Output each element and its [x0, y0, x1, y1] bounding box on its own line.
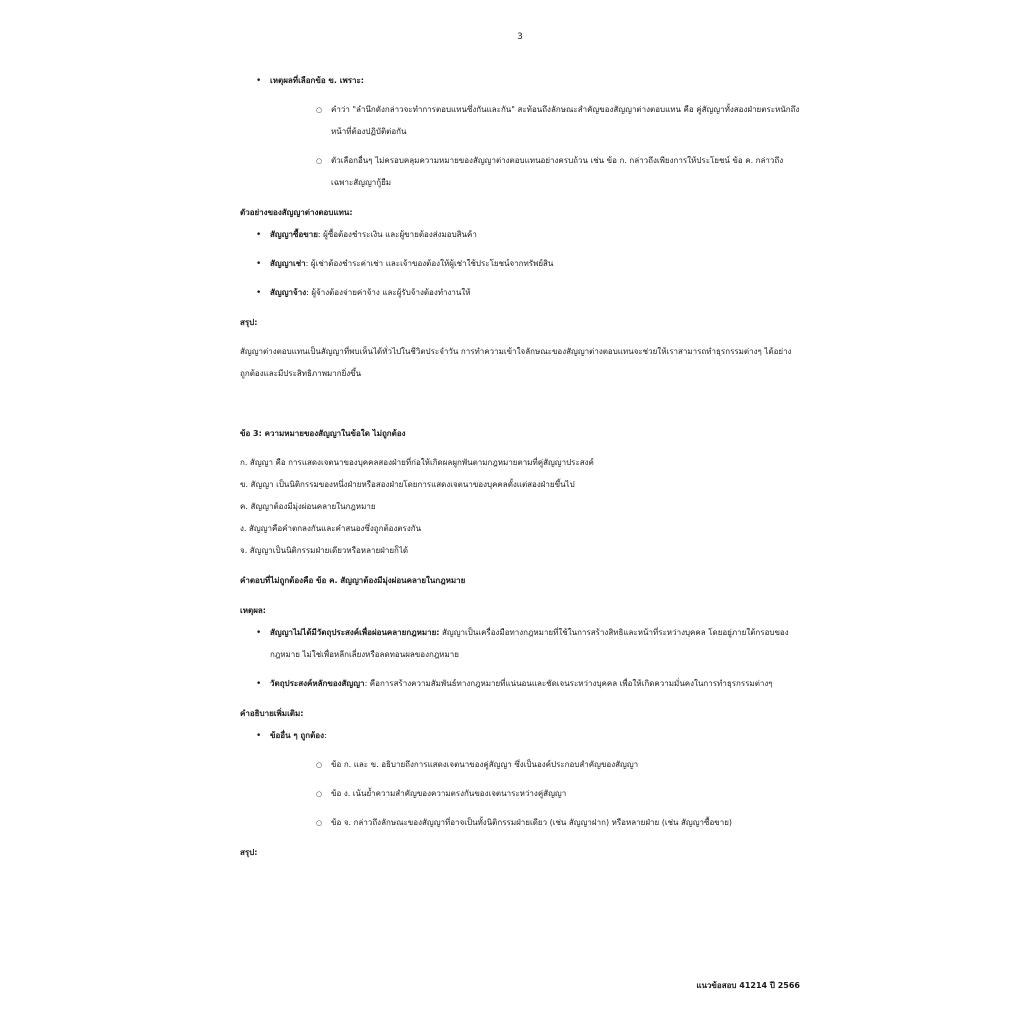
reasons-list	[240, 622, 800, 695]
reason-term: สัญญาไม่ได้มีวัตถุประสงค์เพื่อผ่อนคลายกฎหมาย:	[270, 628, 440, 637]
reason-item	[240, 673, 800, 695]
example-desc: : ผู้จ้างต้องจ่ายค่าจ้าง และผู้รับจ้างต้องทำงานให้	[306, 288, 471, 297]
page-number: 3	[517, 32, 523, 42]
example-item	[240, 253, 800, 275]
example-item	[240, 282, 800, 304]
reason-item	[240, 622, 800, 666]
footer-label	[696, 979, 800, 992]
choice-d: ง. สัญญาคือคำตกลงกันและคำสนองซึ่งถูกต้องตรงกัน	[240, 524, 422, 533]
reason-b-point: ○ ตัวเลือกอื่นๆ ไม่ครอบคลุมความหมายของสัญญาต่างตอบแทนอย่างครบถ้วน เช่น ข้อ ก. กล่าวถึงเพียงการให้ประโยชน์ ข้อ ค. กล่าวถึงเฉพาะสัญญากู้ยืม	[270, 150, 800, 194]
explanation-point: ○ ข้อ ง. เน้นย้ำความสำคัญของความตรงกันของเจตนาระหว่างคู่สัญญา	[270, 783, 800, 805]
choice-b: ข. สัญญา เป็นนิติกรรมของหนึ่งฝ่ายหรือสองฝ่ายโดยการแสดงเจตนาของบุคคลตั้งแต่สองฝ่ายขึ้นไป	[240, 480, 575, 489]
explanation-suffix: :	[324, 731, 327, 740]
question-title: ข้อ 3: ความหมายของสัญญาในข้อใด ไม่ถูกต้อง	[240, 429, 406, 438]
choice-a: ก. สัญญา คือ การแสดงเจตนาของบุคคลสองฝ่ายที่ก่อให้เกิดผลผูกพันตามกฎหมายตามที่คู่สัญญาประสงค์	[240, 458, 594, 467]
explanation-heading: คำอธิบายเพิ่มเติม:	[240, 709, 304, 718]
reason-b-list	[240, 70, 800, 194]
explanation-item	[240, 725, 800, 834]
explanation-term: ข้ออื่น ๆ ถูกต้อง	[270, 731, 325, 740]
reason-desc: สัญญาเป็นเครื่องมือทางกฎหมายที่ใช้ในการสร้างสิทธิและหน้าที่ระหว่างบุคคล โดยอยู่ภายใต้กรอบของกฎหมาย ไม่ใช่เพื่อหลีกเลี่ยงหรือลดทอนผลของกฎหมาย	[270, 628, 789, 659]
explanation-list	[240, 725, 800, 834]
reason-b-item	[240, 70, 800, 194]
example-desc: : ผู้ซื้อต้องชำระเงิน และผู้ขายต้องส่งมอบสินค้า	[317, 230, 477, 239]
reason-b-point: ○ คำว่า "ลำนึกดังกล่าวจะทำการตอบแทนซึ่งกันและกัน" สะท้อนถึงลักษณะสำคัญของสัญญาต่างตอบแทน คือ คู่สัญญาทั้งสองฝ่ายตระหนักถึงหน้าที่ต้องปฏิบัติต่อกัน	[270, 99, 800, 143]
summary-text: สัญญาต่างตอบแทนเป็นสัญญาที่พบเห็นได้ทั่วไปในชีวิตประจำวัน การทำความเข้าใจลักษณะของสัญญาต่างตอบแทนจะช่วยให้เราสามารถทำธุรกรรมต่างๆ ได้อย่างถูกต้องและมีประสิทธิภาพมากยิ่งขึ้น	[240, 347, 792, 378]
reason-b-heading: เหตุผลที่เลือกข้อ ข. เพราะ:	[270, 76, 364, 85]
example-term: สัญญาซื้อขาย	[270, 230, 318, 239]
example-term: สัญญาเช่า	[270, 259, 306, 268]
examples-heading: ตัวอย่างของสัญญาต่างตอบแทน:	[240, 208, 353, 217]
example-item	[240, 224, 800, 246]
example-term: สัญญาจ้าง	[270, 288, 307, 297]
footer-text: แนวข้อสอบ 41214 ปี 2566	[696, 981, 800, 990]
explanation-point: ○ ข้อ ก. และ ข. อธิบายถึงการแสดงเจตนาของคู่สัญญา ซึ่งเป็นองค์ประกอบสำคัญของสัญญา	[270, 754, 800, 776]
summary-heading: สรุป:	[240, 318, 258, 327]
explanation-point: ○ ข้อ จ. กล่าวถึงลักษณะของสัญญาที่อาจเป็นทั้งนิติกรรมฝ่ายเดียว (เช่น สัญญาฝาก) หรือหลายฝ่าย (เช่น สัญญาซื้อขาย)	[270, 812, 800, 834]
explanation-subpoints	[270, 754, 800, 834]
summary2-heading: สรุป:	[240, 848, 258, 857]
reason-term: วัตถุประสงค์หลักของสัญญา	[270, 679, 365, 688]
reasons-heading: เหตุผล:	[240, 606, 266, 615]
examples-list	[240, 224, 800, 304]
reason-b-subpoints	[270, 99, 800, 194]
question-choices	[240, 452, 800, 562]
example-desc: : ผู้เช่าต้องชำระค่าเช่า และเจ้าของต้องให้ผู้เช่าใช้ประโยชน์จากทรัพย์สิน	[305, 259, 554, 268]
choice-e: จ. สัญญาเป็นนิติกรรมฝ่ายเดียวหรือหลายฝ่ายก็ได้	[240, 546, 409, 555]
choice-c: ค. สัญญาต้องมีมุ่งผ่อนคลายในกฎหมาย	[240, 502, 376, 511]
page-content	[240, 70, 800, 864]
reason-desc: : คือการสร้างความสัมพันธ์ทางกฎหมายที่แน่นอนและชัดเจนระหว่างบุคคล เพื่อให้เกิดความมั่นคงในการทำธุรกรรมต่างๆ	[364, 679, 773, 688]
answer-line: คำตอบที่ไม่ถูกต้องคือ ข้อ ค. สัญญาต้องมีมุ่งผ่อนคลายในกฎหมาย	[240, 576, 466, 585]
